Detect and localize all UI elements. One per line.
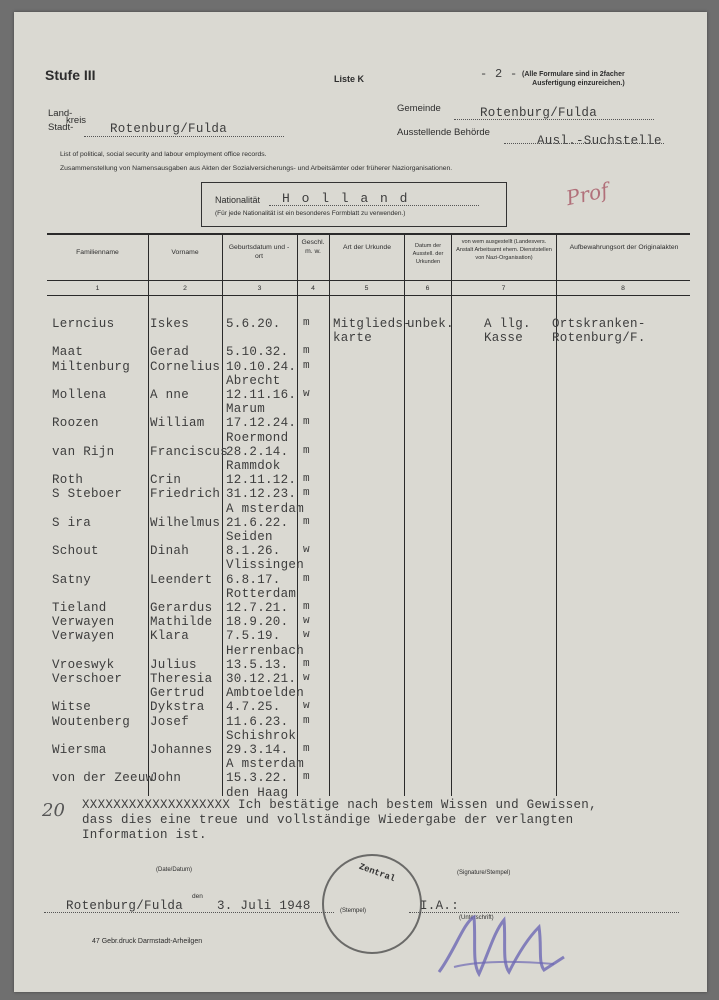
table-cell-col-1: Lerncius [52, 317, 115, 331]
certification-line-3: Information ist. [82, 828, 207, 842]
date-value: 3. Juli 1948 [217, 899, 311, 913]
col-num-4: 4 [311, 285, 315, 292]
col-divider-1 [148, 233, 149, 796]
col-divider-4 [329, 233, 330, 796]
document-sheet [14, 12, 707, 992]
stempel-label: (Stempel) [340, 908, 367, 914]
table-cell-col-1: Mollena [52, 388, 107, 402]
col-num-2: 2 [183, 285, 187, 292]
gemeinde-line [454, 119, 654, 120]
date-label: (Date/Datum) [156, 867, 193, 873]
col-num-8: 8 [621, 285, 625, 292]
table-cell-col-7: A llg. [484, 317, 531, 331]
col-header-5: Art der Urkunde [343, 244, 391, 251]
table-cell-col-4: m [303, 416, 310, 429]
col-num-1: 1 [95, 285, 100, 292]
table-cell-col-4: m [303, 444, 310, 457]
table-cell-col-3: 6.8.17. [226, 572, 281, 587]
table-cell-col-3: 12.11.16. [226, 388, 297, 402]
table-cell-col-1: Schout [52, 544, 99, 559]
table-cell-col-3: A msterdam [226, 501, 305, 516]
table-cell-col-4: m [303, 317, 310, 329]
place-value: Rotenburg/Fulda [66, 899, 184, 913]
table-cell-col-3: Schishrok [226, 728, 297, 743]
table-cell-col-8: Rotenburg/F. [552, 331, 646, 346]
signature-label: (Signature/Stempel) [457, 870, 511, 876]
table-cell-col-2: Dykstra [150, 700, 205, 715]
table-cell-col-3: 7.5.19. [226, 629, 281, 644]
table-cell-col-3: Rotterdam [226, 586, 297, 601]
col-num-5: 5 [364, 285, 369, 292]
table-cell-col-1: von der Zeeuw [52, 771, 154, 786]
table-cell-col-5: karte [333, 331, 373, 346]
table-cell-col-4: m [303, 657, 310, 670]
page-number: - 2 - [480, 67, 518, 81]
table-cell-col-3: Vlissingen [226, 558, 305, 573]
table-cell-col-3: 31.12.23. [226, 487, 297, 502]
table-cell-col-1: Roozen [52, 416, 99, 431]
stamp-text: Zentral [357, 861, 397, 885]
col-header-2: Vorname [171, 249, 199, 256]
date-line [44, 912, 334, 913]
table-cell-col-3: Abrecht [226, 373, 281, 388]
table-cell-col-2: Gertrud [150, 686, 205, 701]
table-cell-col-4: w [303, 388, 310, 400]
table-cell-col-3: Roermond [226, 430, 289, 445]
table-cell-col-4: w [303, 672, 310, 684]
table-cell-col-3: 21.6.22. [226, 515, 289, 530]
table-cell-col-4: m [303, 572, 310, 585]
table-cell-col-2: Mathilde [150, 615, 213, 630]
table-cell-col-3: Rammdok [226, 459, 281, 473]
table-cell-col-1: Miltenburg [52, 359, 131, 374]
table-cell-col-3: 13.5.13. [226, 657, 289, 672]
german-description: Zusammenstellung von Namensausgaben aus Akten der Sozialversicherungs- und Arbeitsämter oder früherer Naziorganisationen. [60, 165, 453, 172]
table-cell-col-2: Gerad [150, 345, 190, 360]
table-cell-col-1: Satny [52, 572, 92, 587]
col-header-6: Datum der Ausstell. der Urkunden [412, 243, 444, 265]
table-cell-col-1: S ira [52, 515, 92, 530]
landkreis-value: Rotenburg/Fulda [110, 122, 228, 136]
table-cell-col-4: m [303, 771, 310, 784]
table-cell-col-3: 28.2.14. [226, 444, 289, 459]
table-cell-col-2: Leendert [150, 572, 213, 587]
table-cell-col-4: m [303, 487, 310, 500]
gemeinde-label: Gemeinde [397, 103, 441, 114]
nationality-label: Nationalität [215, 195, 261, 205]
table-cell-col-3: Herrenbach [226, 643, 305, 658]
nationality-value: H o l l a n d [282, 191, 410, 206]
table-cell-col-2: John [150, 771, 182, 786]
table-cell-col-1: Maat [52, 345, 84, 360]
table-cell-col-3: 15.3.22. [226, 771, 289, 786]
nationality-note: (Für jede Nationalität ist ein besonderes Formblatt zu verwenden.) [215, 210, 406, 217]
certification-line-2: dass dies eine treue und vollständige Wiedergabe der verlangten [82, 813, 574, 827]
table-cell-col-2: Iskes [150, 317, 190, 331]
unterschrift-label: (Unterschrift) [459, 915, 494, 921]
table-cell-col-3: 17.12.24. [226, 416, 297, 431]
table-cell-col-4: m [303, 515, 310, 528]
table-cell-col-3: 11.6.23. [226, 714, 289, 729]
table-cell-col-2: Klara [150, 629, 190, 644]
table-cell-col-1: S Steboer [52, 487, 123, 502]
table-cell-col-1: van Rijn [52, 444, 115, 459]
table-cell-col-2: Dinah [150, 544, 190, 559]
table-cell-col-1: Verwayen [52, 615, 115, 630]
stufe-label: Stufe III [45, 67, 96, 83]
landkreis-label-bot: Stadt- [48, 122, 74, 133]
table-cell-col-3: Ambtoelden [226, 686, 305, 701]
table-cell-col-1: Woutenberg [52, 714, 131, 729]
liste-label: Liste K [334, 74, 365, 84]
table-cell-col-2: Crin [150, 473, 182, 488]
table-cell-col-4: m [303, 743, 310, 755]
table-cell-col-2: Johannes [150, 743, 213, 757]
table-cell-col-2: A nne [150, 388, 190, 402]
col-header-7: von wem ausgestellt (Landesvers. Anstalt Arbeitsamt ehem. Dienststellen von Nazi-Organisation) [456, 239, 552, 261]
col-header-8: Aufbewahrungsort der Originalakten [569, 244, 679, 251]
table-cell-col-2: Friedrich [150, 487, 221, 502]
col-header-4: Geschl. m. w. [301, 239, 325, 255]
english-description: List of political, social security and labour employment office records. [60, 151, 267, 158]
margin-number: 20 [42, 800, 65, 821]
table-cell-col-4: m [303, 601, 310, 613]
nationality-line [269, 205, 479, 206]
table-cell-col-1: Wiersma [52, 743, 107, 757]
table-cell-col-8: Ortskranken- [552, 317, 646, 331]
handwritten-mark: Prof [563, 177, 611, 211]
table-cell-col-4: m [303, 473, 310, 486]
table-cell-col-3: 5.6.20. [226, 317, 281, 331]
landkreis-label-mid: kreis [66, 115, 87, 126]
den-label: den [192, 893, 203, 900]
table-cell-col-2: Josef [150, 714, 190, 729]
col-num-6: 6 [425, 285, 430, 292]
table-cell-col-4: w [303, 615, 310, 628]
table-cell-col-3: A msterdam [226, 757, 305, 772]
table-cell-col-3: den Haag [226, 785, 289, 800]
copies-note: (Alle Formulare sind in 2facher Ausfertigung einzureichen.) [522, 71, 625, 87]
behoerde-label: Ausstellende Behörde [397, 127, 490, 138]
table-cell-col-3: 4.7.25. [226, 700, 281, 715]
table-cell-col-7: Kasse [484, 331, 524, 346]
table-cell-col-3: 10.10.24. [226, 359, 297, 374]
handwritten-signature [434, 912, 574, 982]
table-top-rule [47, 233, 690, 235]
col-num-7: 7 [501, 285, 506, 292]
table-cell-col-6: unbek. [407, 317, 454, 331]
table-cell-col-4: w [303, 629, 310, 642]
table-cell-col-4: m [303, 359, 310, 372]
table-cell-col-3: 12.7.21. [226, 601, 289, 615]
behoerde-value: Ausl.-Suchstelle [537, 134, 662, 148]
table-cell-col-3: 5.10.32. [226, 345, 289, 360]
certification-line-1: XXXXXXXXXXXXXXXXXXX Ich bestätige nach bestem Wissen und Gewissen, [82, 798, 597, 812]
table-cell-col-3: 12.11.12. [226, 473, 297, 488]
table-cell-col-5: Mitglieds- [333, 317, 412, 331]
col-num-3: 3 [257, 285, 262, 292]
table-number-rule [47, 295, 690, 296]
table-cell-col-3: Seiden [226, 530, 273, 544]
table-cell-col-3: 29.3.14. [226, 743, 289, 757]
table-cell-col-1: Tieland [52, 601, 107, 615]
table-cell-col-3: 8.1.26. [226, 544, 281, 559]
table-cell-col-1: Vroeswyk [52, 657, 115, 672]
landkreis-line [84, 136, 284, 137]
col-header-3: Geburtsdatum und -ort [228, 244, 290, 260]
table-header-rule [47, 280, 690, 281]
table-cell-col-2: Gerardus [150, 601, 213, 615]
table-cell-col-2: Wilhelmus [150, 515, 221, 530]
table-cell-col-1: Witse [52, 700, 92, 715]
printer-line: 47 Gebr.druck Darmstadt-Arheilgen [92, 938, 203, 945]
col-divider-2 [222, 233, 223, 796]
table-cell-col-2: William [150, 416, 205, 431]
col-header-1: Familienname [76, 249, 119, 256]
table-cell-col-4: w [303, 700, 310, 713]
table-cell-col-3: 18.9.20. [226, 615, 289, 630]
table-cell-col-1: Verwayen [52, 629, 115, 644]
gemeinde-value: Rotenburg/Fulda [480, 106, 598, 120]
table-cell-col-4: w [303, 544, 310, 557]
table-cell-col-1: Roth [52, 473, 84, 488]
behoerde-line [504, 143, 664, 144]
table-cell-col-4: m [303, 714, 310, 727]
ia-value: I.A.: [420, 899, 460, 913]
table-cell-col-2: Theresia [150, 672, 213, 686]
table-cell-col-4: m [303, 345, 310, 358]
table-cell-col-3: Marum [226, 402, 266, 417]
table-cell-col-1: Verschoer [52, 672, 123, 686]
landkreis-label-top: Land- [48, 108, 73, 119]
table-cell-col-2: Franciscus [150, 444, 229, 459]
table-cell-col-3: 30.12.21. [226, 672, 297, 686]
table-cell-col-2: Cornelius [150, 359, 221, 374]
table-cell-col-2: Julius [150, 657, 197, 672]
